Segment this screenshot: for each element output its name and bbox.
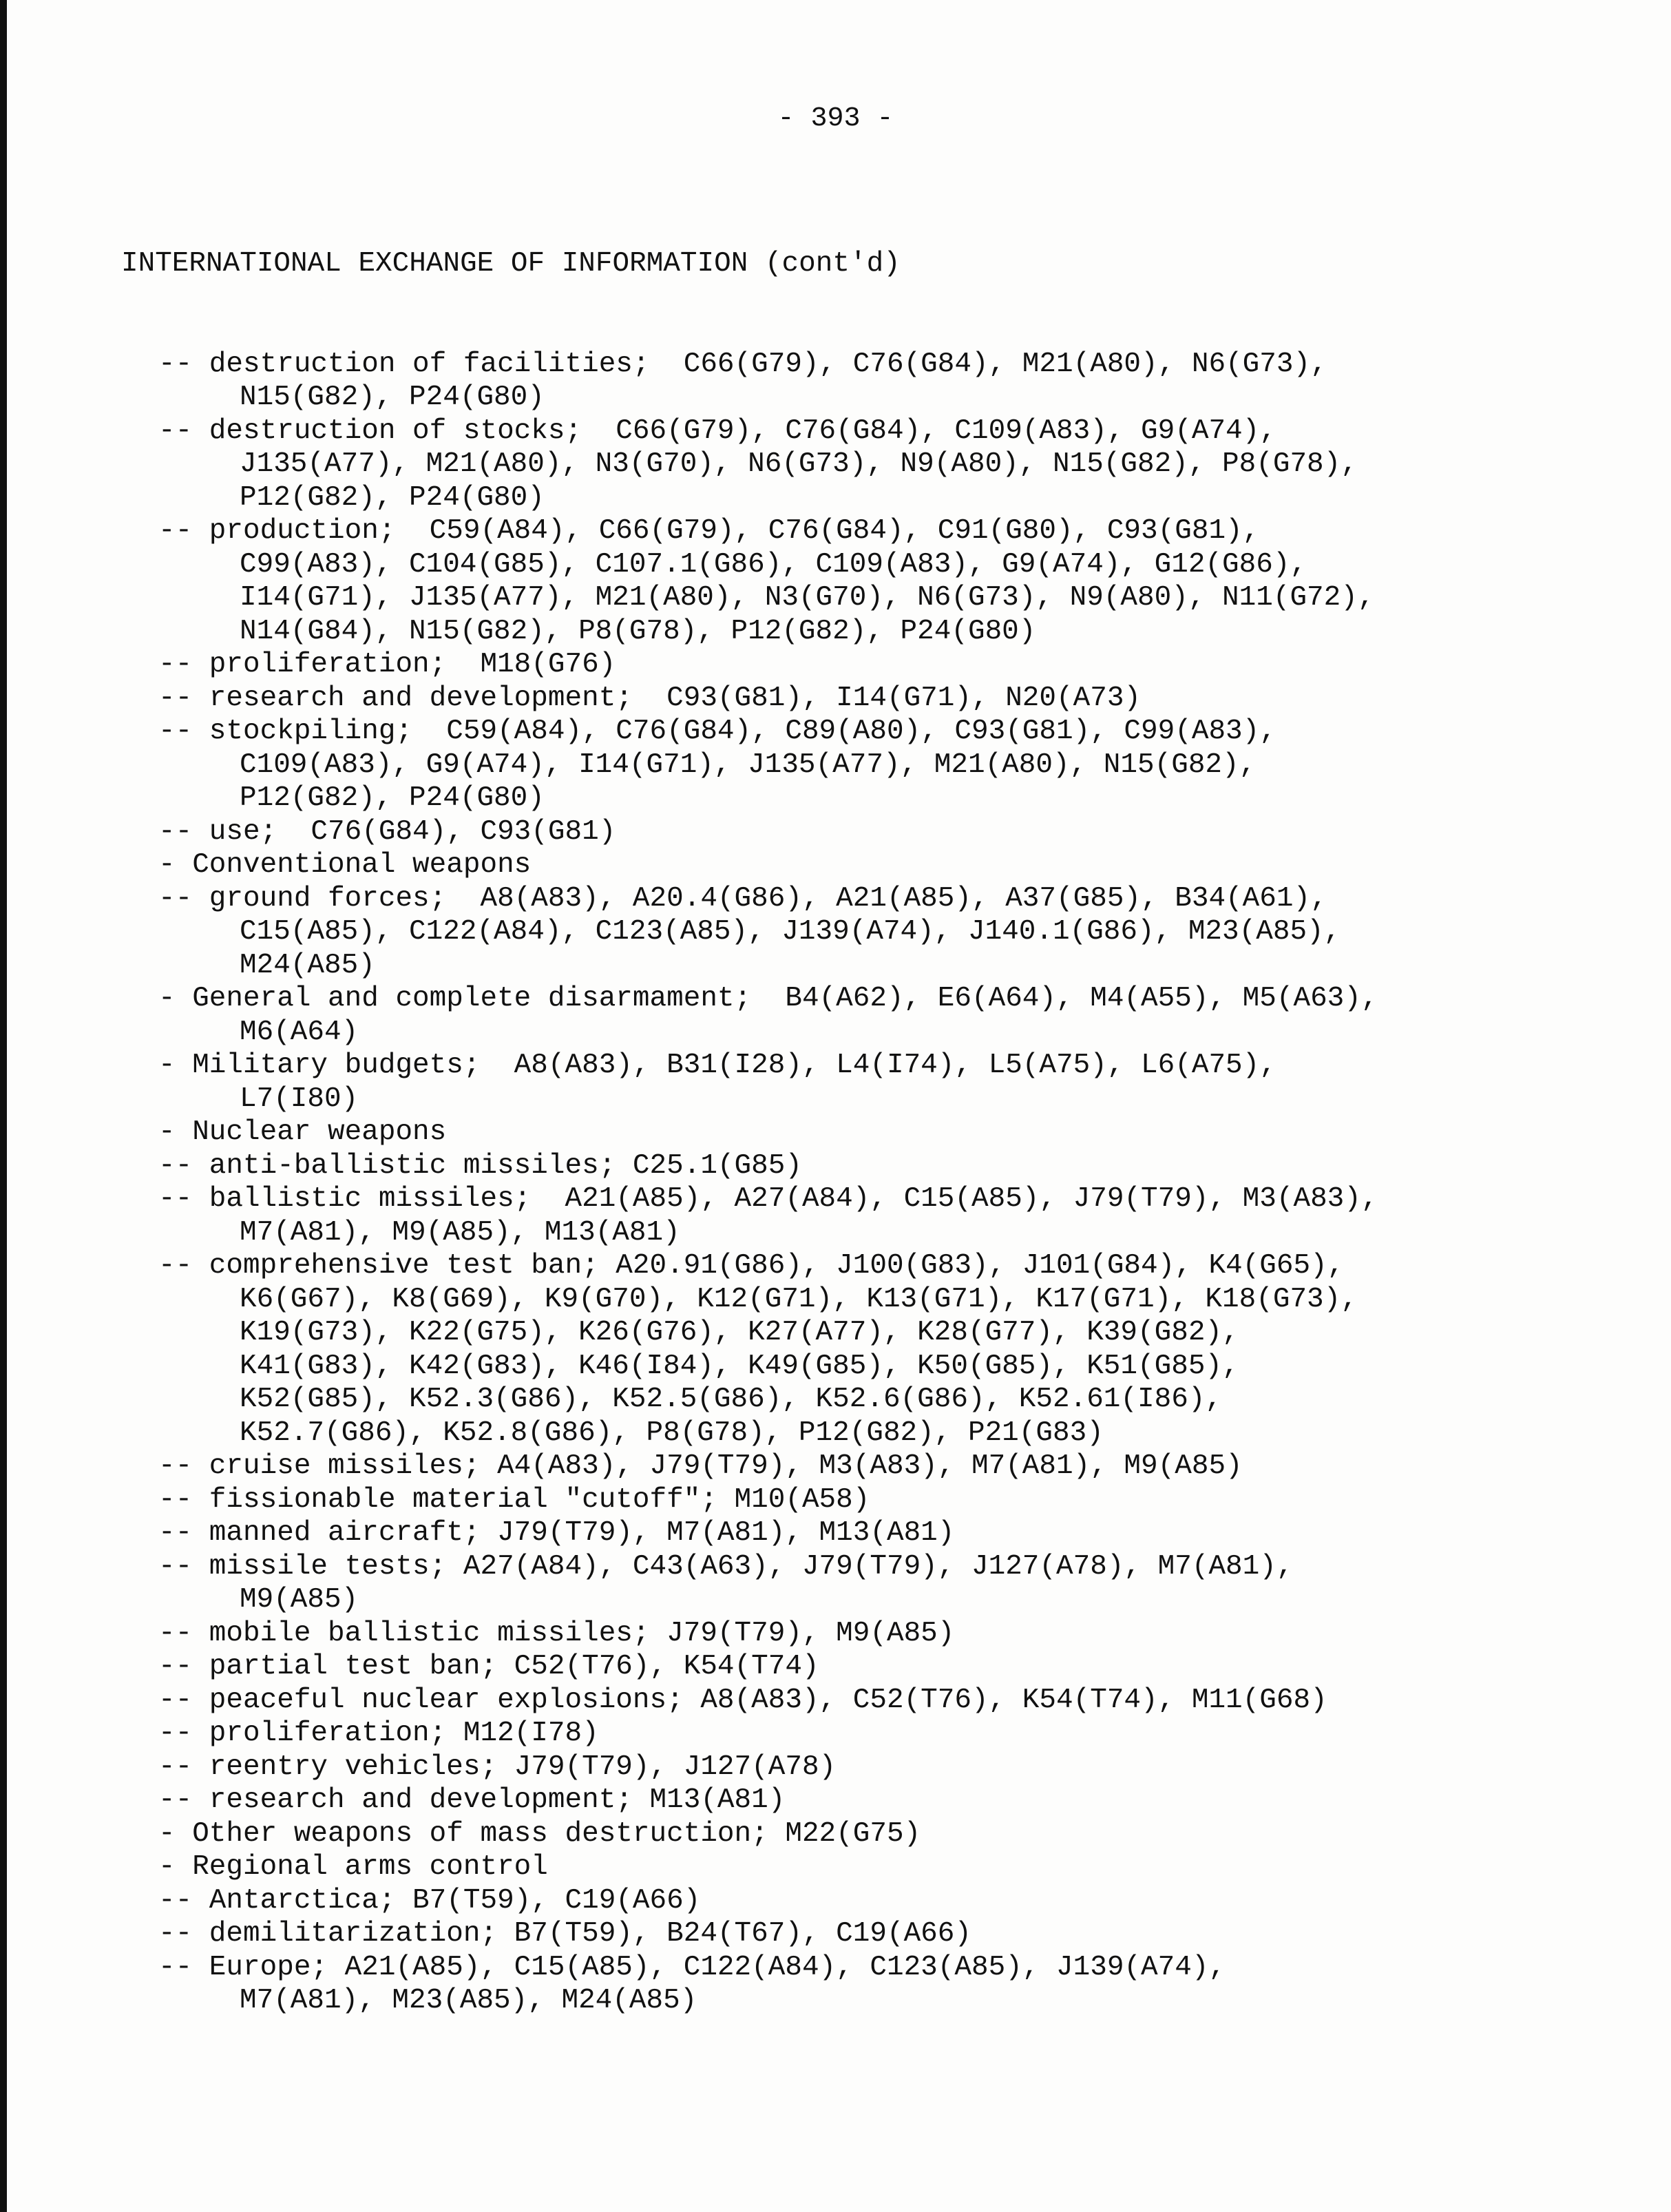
index-entry-continuation: C99(A83), C104(G85), C107.1(G86), C109(A83), G9(A74), G12(G86), [240,548,1307,581]
index-entry-continuation: J135(A77), M21(A80), N3(G70), N6(G73), N9(A80), N15(G82), P8(G78), [240,448,1358,480]
index-entries [121,348,1608,2018]
index-entry: -- destruction of stocks; C66(G79), C76(G84), C109(A83), G9(A74), [158,415,1276,447]
index-entry-continuation: K52(G85), K52.3(G86), K52.5(G86), K52.6(G86), K52.61(I86), [240,1384,1223,1415]
index-entry: -- ballistic missiles; A21(A85), A27(A84), C15(A85), J79(T79), M3(A83), [158,1183,1378,1215]
index-entry: -- proliferation; M18(G76) [158,649,616,680]
index-entry-continuation: N14(G84), N15(G82), P8(G78), P12(G82), P24(G80) [240,615,1036,647]
index-entry-continuation: K52.7(G86), K52.8(G86), P8(G78), P12(G82), P21(G83) [240,1417,1104,1449]
index-entry-continuation: P12(G82), P24(G80) [240,481,545,514]
index-entry-continuation: N15(G82), P24(G80) [240,382,545,413]
index-entry: - Military budgets; A8(A83), B31(I28), L4(I74), L5(A75), L6(A75), [158,1050,1276,1081]
index-entry-continuation: M7(A81), M23(A85), M24(A85) [240,1985,697,2016]
section-heading: INTERNATIONAL EXCHANGE OF INFORMATION (cont'd) [121,248,901,280]
index-entry-continuation: C109(A83), G9(A74), I14(G71), J135(A77), M21(A80), N15(G82), [240,749,1257,781]
index-entry: -- partial test ban; C52(T76), K54(T74) [158,1651,819,1682]
index-entry: -- cruise missiles; A4(A83), J79(T79), M3(A83), M7(A81), M9(A85) [158,1450,1243,1482]
index-entry: -- use; C76(G84), C93(G81) [158,815,616,848]
index-entry: - Regional arms control [158,1851,548,1883]
index-entry-continuation: M24(A85) [240,949,375,981]
index-entry-continuation: M6(A64) [240,1016,359,1048]
index-entry-continuation: L7(I80) [240,1083,359,1115]
index-entry-continuation: C15(A85), C122(A84), C123(A85), J139(A74), J140.1(G86), M23(A85), [240,916,1341,948]
index-entry: -- missile tests; A27(A84), C43(A63), J79(T79), J127(A78), M7(A81), [158,1550,1294,1583]
index-entry: -- stockpiling; C59(A84), C76(G84), C89(A80), C93(G81), C99(A83), [158,716,1276,747]
index-entry: -- destruction of facilities; C66(G79), C76(G84), M21(A80), N6(G73), [158,348,1327,380]
index-entry-continuation: K19(G73), K22(G75), K26(G76), K27(A77), K28(G77), K39(G82), [240,1317,1239,1348]
index-entry-continuation: K41(G83), K42(G83), K46(I84), K49(G85), K50(G85), K51(G85), [240,1350,1239,1382]
index-entry: - Nuclear weapons [158,1116,447,1148]
index-entry: - Conventional weapons [158,849,532,881]
index-entry: -- demilitarization; B7(T59), B24(T67), C19(A66) [158,1918,971,1950]
index-entry: -- manned aircraft; J79(T79), M7(A81), M13(A81) [158,1517,955,1549]
index-entry: -- research and development; M13(A81) [158,1784,786,1816]
index-entry: -- research and development; C93(G81), I14(G71), N20(A73) [158,682,1142,714]
index-entry-continuation: M9(A85) [240,1584,359,1616]
index-entry: -- comprehensive test ban; A20.91(G86), J100(G83), J101(G84), K4(G65), [158,1250,1345,1282]
index-entry: -- anti-ballistic missiles; C25.1(G85) [158,1149,802,1182]
index-entry-continuation: P12(G82), P24(G80) [240,782,545,814]
index-entry: -- proliferation; M12(I78) [158,1718,599,1749]
index-entry: -- reentry vehicles; J79(T79), J127(A78) [158,1751,837,1783]
index-entry: -- Europe; A21(A85), C15(A85), C122(A84), C123(A85), J139(A74), [158,1951,1226,1983]
index-entry: -- ground forces; A8(A83), A20.4(G86), A21(A85), A37(G85), B34(A61), [158,882,1327,915]
index-entry: - Other weapons of mass destruction; M22(G75) [158,1817,921,1850]
index-entry: -- mobile ballistic missiles; J79(T79), M9(A85) [158,1617,955,1649]
index-content [121,180,1608,2085]
index-entry-continuation: M7(A81), M9(A85), M13(A81) [240,1216,680,1249]
index-entry-continuation: K6(G67), K8(G69), K9(G70), K12(G71), K13(G71), K17(G71), K18(G73), [240,1283,1358,1315]
index-entry-continuation: I14(G71), J135(A77), M21(A80), N3(G70), N6(G73), N9(A80), N11(G72), [240,582,1375,614]
index-entry: -- Antarctica; B7(T59), C19(A66) [158,1884,701,1917]
page-number: - 393 - [777,103,894,134]
index-entry: -- production; C59(A84), C66(G79), C76(G84), C91(G80), C93(G81), [158,515,1260,547]
index-entry: - General and complete disarmament; B4(A62), E6(A64), M4(A55), M5(A63), [158,983,1378,1014]
index-entry: -- peaceful nuclear explosions; A8(A83), C52(T76), K54(T74), M11(G68) [158,1684,1327,1716]
scan-edge [0,0,7,2212]
index-entry: -- fissionable material "cutoff"; M10(A58) [158,1483,870,1516]
